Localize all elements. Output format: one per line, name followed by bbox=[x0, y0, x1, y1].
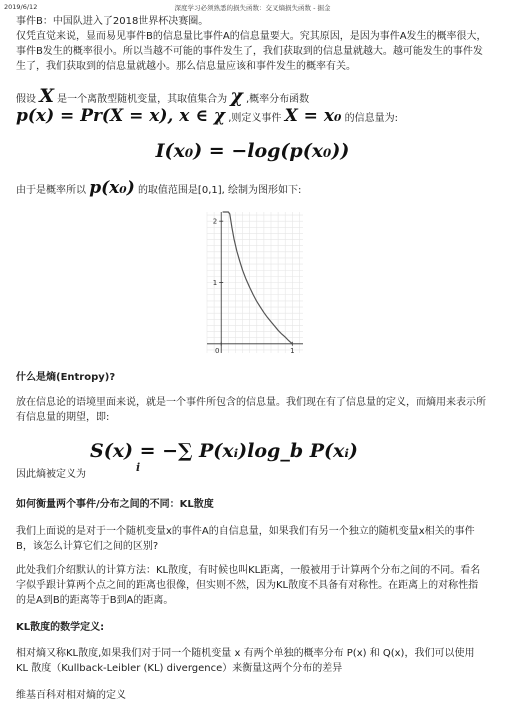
x-tick-label: 1 bbox=[290, 346, 295, 355]
entropy-text: 放在信息论的语境里面来说，就是一个事件所包含的信息量。我们现在有了信息量的定义，而熵用来表示所有信息量的期望，即: bbox=[16, 397, 486, 423]
var-x: X bbox=[39, 85, 54, 107]
intuition-paragraph: 仅凭直觉来说，显而易见事件B的信息量比事件A的信息量要大。究其原因，是因为事件A发生的概率很大，事件B发生的概率很小。所以当越不可能的事件发生了，我们获取到的信息量就越大。越可能发生的事件发生了，我们获取到的信息量就越小。那么信息量应该和事件发生的概率有关。 bbox=[16, 31, 487, 72]
pmf-line bbox=[16, 104, 488, 131]
assume-prefix: 假设 bbox=[16, 94, 36, 105]
assume-suffix: ,概率分布函数 bbox=[246, 94, 310, 105]
header-date: 2019/6/12 bbox=[4, 3, 38, 11]
assume-mid: 是一个离散型随机变量，其取值集合为 bbox=[57, 94, 228, 105]
info-suffix: 的信息量为: bbox=[344, 113, 398, 124]
define-event: ,则定义事件 bbox=[228, 113, 282, 124]
kl-definition: 相对熵又称KL散度,如果我们对于同一个随机变量 x 有两个单独的概率分布 P(x) 和 Q(x)，我们可以使用 KL 散度（Kullback-Leibler (KL) divergence）来衡量这两个分布的差异 bbox=[16, 648, 475, 674]
y-tick-label: 1 bbox=[212, 279, 218, 287]
y-tick-label: 2 bbox=[212, 217, 218, 226]
kl-question: 我们上面说的是对于一个随机变量x的事件A的自信息量，如果我们有另一个独立的随机变量x相关的事件B，该怎么计算它们之间的区别? bbox=[16, 526, 475, 552]
event-b-text: 事件B：中国队进入了2018世界杯决赛圈。 bbox=[16, 16, 209, 27]
x-tick-label: 0 bbox=[214, 346, 220, 355]
kl-math-heading: KL散度的数学定义: bbox=[16, 622, 105, 633]
range-prefix: 由于是概率所以 bbox=[16, 185, 86, 196]
entropy-heading: 什么是熵(Entropy)? bbox=[16, 372, 116, 383]
pmf-formula: p(x) = Pr(X = x), x ∈ χ bbox=[16, 106, 225, 126]
range-suffix: 的取值范围是[0,1], 绘制为图形如下: bbox=[137, 185, 302, 196]
wiki-line: 维基百科对相对熵的定义 bbox=[16, 690, 126, 701]
event-formula: X = x₀ bbox=[284, 106, 342, 126]
entropy-note: 因此熵被定义为 bbox=[16, 469, 86, 480]
entropy-formula: S(x) = −∑ P(xᵢ)log_b P(xᵢ) bbox=[90, 440, 358, 462]
kl-intro: 此处我们介绍默认的计算方法：KL散度，有时候也叫KL距离，一般被用于计算两个分布之间的不同。看名字似乎跟计算两个点之间的距离也很像，但实则不然，因为KL散度不具备有对称性。在距离上的对称性指的是A到B的距离等于B到A的距离。 bbox=[16, 565, 481, 606]
entropy-formula-block bbox=[90, 434, 358, 468]
var-chi: χ bbox=[230, 85, 243, 107]
px0-symbol: p(x₀) bbox=[89, 178, 135, 198]
info-formula: I(x₀) = −log(p(x₀)) bbox=[155, 140, 350, 162]
neglog-chart bbox=[205, 210, 305, 355]
range-line bbox=[16, 176, 488, 203]
neglog-curve bbox=[223, 212, 293, 344]
info-formula-block bbox=[0, 140, 505, 162]
header-title: 深度学习必须熟悉的损失函数：交叉熵损失函数 - 掘金 bbox=[174, 4, 331, 12]
sum-index: i bbox=[136, 461, 141, 474]
kl-heading: 如何衡量两个事件/分布之间的不同：KL散度 bbox=[16, 499, 214, 510]
